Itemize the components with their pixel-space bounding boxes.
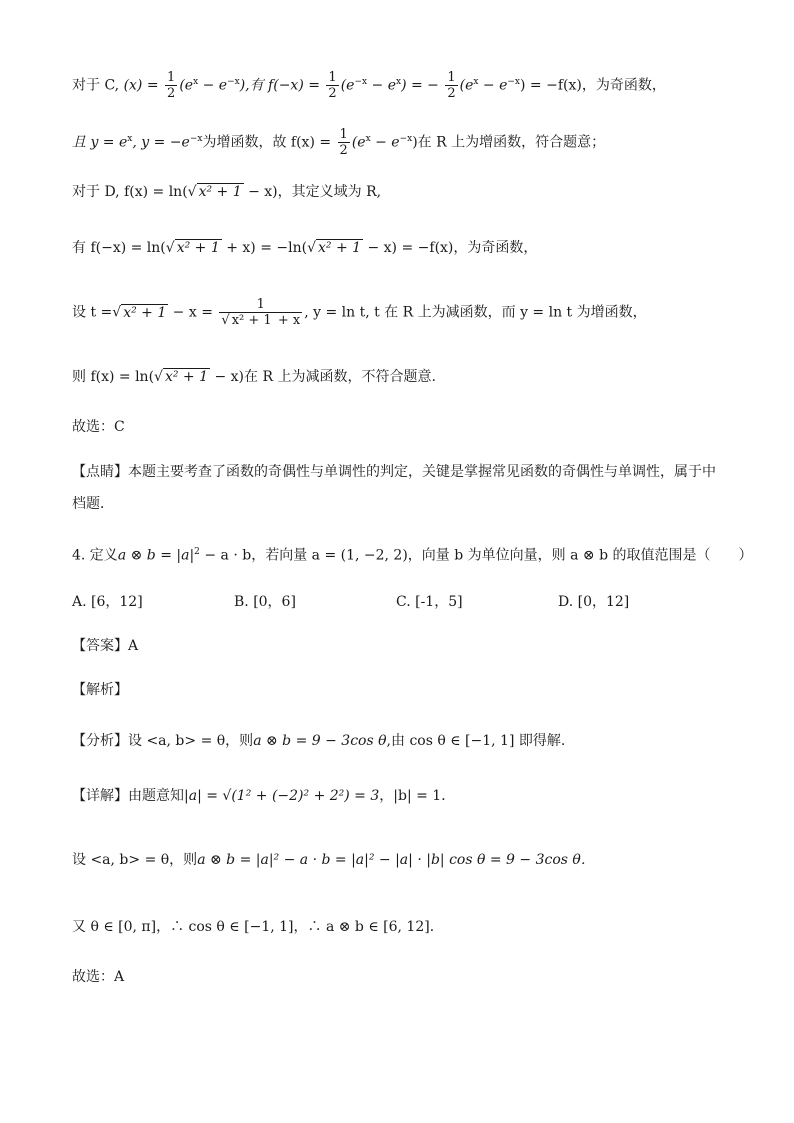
analysis-detail: 【详解】由题意知|a| = √(1² + (−2)² + 2²) = 3，|b| = 1． — [72, 788, 456, 804]
math: (x) = — [123, 77, 159, 94]
text-line-c-oddness: 对于 C, (x) = $\frac{1}{2}$ $(e^x - e^{-x})$,有 f(−x) = $\frac{1}{2}$ $(e^{-x} - e^x)$ = − $\frac{1}{2}$ $(e^x - e^{-x}) = -f(x)$，为奇函数， — [72, 70, 666, 101]
fraction: $\frac{1}{\text{√ x² + 1 + x}}$ — [221, 297, 301, 328]
final-choice: 故选：A — [72, 969, 125, 985]
analysis-heading: 【解析】 — [72, 682, 128, 698]
comment-line: 【点睛】本题主要考查了函数的奇偶性与单调性的判定，关键是掌握常见函数的奇偶性与单调性，属于中 — [72, 464, 716, 480]
fraction: $\frac{1}{2}$ — [339, 127, 348, 158]
text-line-c-increasing: 且 $y = e^x$, $y = -e^{-x}$为增函数，故 f(x) = $\frac{1}{2}$ $(e^x - e^{-x})$在 R 上为增函数，符合题意； — [72, 127, 606, 158]
question-4: 4. 定义a ⊗ $b = |a|^2 - a \cdot b$，若向量 a = (1, −2, 2)，向量 b 为单位向量，则 a ⊗ b 的取值范围是（ ） — [72, 547, 753, 564]
math: (e — [179, 77, 194, 94]
fraction: $\frac{1}{2}$ — [167, 70, 176, 101]
comment-line-cont: 档题． — [72, 496, 114, 512]
option-b: B. [0，6] — [234, 594, 296, 610]
choice-c-line: 故选：C — [72, 419, 125, 435]
analysis-set-theta: 设 <a, b> = θ，则a ⊗ b = |a|² − a · b = |a|² − |a| · |b| cos θ = 9 − 3cos θ． — [72, 852, 595, 868]
text-line-d-conclusion: 则 f(x) = ln(√ x² + 1 − x)在 R 上为减函数，不符合题意. — [72, 369, 436, 385]
fraction: $\frac{1}{2}$ — [328, 70, 337, 101]
math: ),有 f(−x) = — [239, 77, 320, 94]
text-line-d-substitution: 设 t =√ x² + 1 − x = $\frac{1}{\text{√ x² + 1 + x}}$ , y = ln t, t 在 R 上为减函数，而 y = ln t 为增函数， — [72, 297, 647, 328]
analysis-fenxi: 【分析】设 <a, b> = θ，则a ⊗ b = 9 − 3cos θ,由 cos θ ∈ [−1, 1] 即得解. — [72, 733, 566, 749]
fraction: $\frac{1}{2}$ — [447, 70, 456, 101]
analysis-range: 又 θ ∈ [0, π]，∴ cos θ ∈ [−1, 1]，∴ a ⊗ b ∈ [6, 12]． — [72, 919, 444, 935]
text-line-d-oddness: 有 f(−x) = ln(√ x² + 1 + x) = −ln(√ x² + 1 − x) = −f(x)，为奇函数， — [72, 240, 538, 256]
option-c: C. [-1，5] — [396, 594, 463, 610]
text: 对于 C, — [72, 77, 120, 94]
answer-label: 【答案】A — [72, 638, 139, 654]
option-d: D. [0，12] — [558, 594, 630, 610]
text-line-d-domain: 对于 D, f(x) = ln(√ x² + 1 − x)，其定义域为 R, — [72, 184, 382, 200]
option-a: A. [6，12] — [72, 594, 143, 610]
math: − e — [198, 77, 228, 94]
